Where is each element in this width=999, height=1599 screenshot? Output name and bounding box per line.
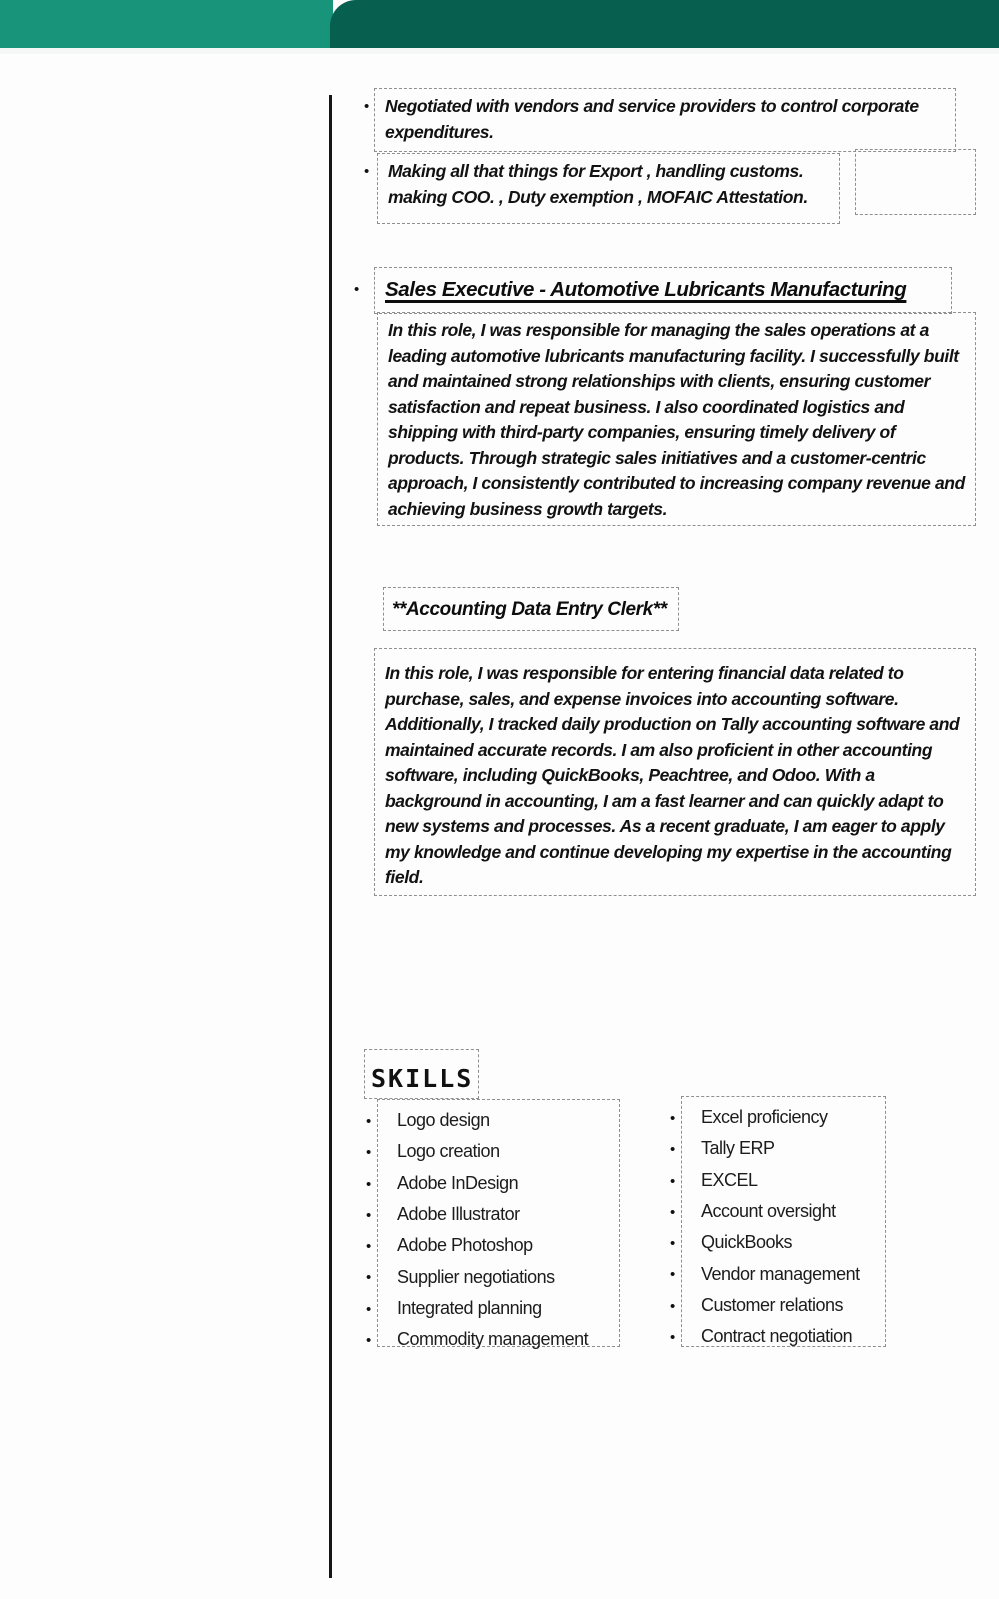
role-accounting-title-box	[383, 587, 679, 631]
skill-item	[366, 1293, 619, 1324]
bullet-icon: •	[670, 1203, 675, 1221]
bullet-icon: •	[670, 1266, 675, 1284]
skill-item	[670, 1165, 885, 1196]
bullet-icon: •	[366, 1332, 371, 1350]
selection-box-artifact	[855, 149, 976, 215]
skills-right-column	[670, 1096, 886, 1347]
skill-label: Logo design	[397, 1110, 490, 1131]
bullet-icon: •	[364, 163, 370, 180]
role-sales-description: In this role, I was responsible for managing the sales operations at a leading automotive lubricants manufacturing facility. I successfully built and maintained strong relationships with clients, ensuring customer satisfaction and repeat business. I also coordinated logistics and shipping with third-party companies, ensuring timely delivery of products. Through strategic sales initiatives and a customer-centric approach, I consistently contributed to increasing company revenue and achieving business growth targets.	[388, 320, 965, 519]
role-sales-title-box	[374, 267, 952, 314]
experience-bullet-1-box	[374, 88, 956, 152]
skill-label: Supplier negotiations	[397, 1266, 555, 1287]
skill-item	[366, 1168, 619, 1199]
skill-label: Account oversight	[701, 1201, 836, 1222]
timeline-rule	[329, 95, 332, 1578]
bullet-icon: •	[366, 1269, 371, 1287]
role-accounting-title: **Accounting Data Entry Clerk**	[392, 599, 667, 620]
skill-label: Integrated planning	[397, 1297, 542, 1318]
skill-label: EXCEL	[701, 1169, 758, 1190]
skill-item	[670, 1102, 885, 1133]
bullet-icon: •	[670, 1235, 675, 1253]
skills-heading-box	[364, 1049, 479, 1099]
experience-bullet-2-box	[377, 153, 840, 224]
skill-item	[366, 1324, 619, 1355]
skill-label: Adobe InDesign	[397, 1172, 519, 1193]
skill-label: Vendor management	[701, 1263, 860, 1284]
skill-label: Contract negotiation	[701, 1326, 853, 1347]
skill-label: Commodity management	[397, 1329, 589, 1350]
bullet-icon: •	[670, 1297, 675, 1315]
bullet-icon: •	[366, 1300, 371, 1318]
skill-label: Excel proficiency	[701, 1107, 828, 1128]
header-bar-right	[330, 0, 999, 48]
skills-heading: SKILLS	[371, 1064, 474, 1093]
skill-item	[366, 1230, 619, 1261]
bullet-icon: •	[364, 98, 370, 115]
skills-left-column	[366, 1099, 620, 1350]
skill-label: Logo creation	[397, 1141, 500, 1162]
bullet-icon: •	[366, 1206, 371, 1224]
bullet-icon: •	[670, 1172, 675, 1190]
role-sales-description-box	[377, 312, 976, 526]
bullet-icon: •	[366, 1144, 371, 1162]
skill-label: Tally ERP	[701, 1138, 775, 1159]
bullet-icon: •	[366, 1175, 371, 1193]
skill-item	[366, 1199, 619, 1230]
skill-item	[366, 1261, 619, 1292]
bullet-icon: •	[366, 1238, 371, 1256]
bullet-icon: •	[670, 1110, 675, 1127]
role-sales-title-text: Sales Executive - Automotive Lubricants Manufacturing	[385, 278, 907, 301]
experience-bullet-2-text: Making all that things for Export , handling customs. making COO. , Duty exemption , MOFAIC Attestation.	[388, 161, 808, 207]
role-accounting-description-box	[374, 648, 976, 896]
role-sales-title	[375, 268, 951, 306]
skill-label: QuickBooks	[701, 1232, 793, 1253]
header-bar-left	[0, 0, 333, 48]
skill-label: Adobe Illustrator	[397, 1204, 520, 1225]
experience-bullet-1-text: Negotiated with vendors and service providers to control corporate expenditures.	[385, 96, 919, 142]
skill-item	[670, 1321, 885, 1352]
bullet-icon: •	[670, 1141, 675, 1159]
bullet-icon: •	[366, 1113, 371, 1130]
skill-item	[670, 1133, 885, 1164]
bullet-icon: •	[670, 1329, 675, 1347]
skill-label: Adobe Photoshop	[397, 1235, 533, 1256]
header-divider	[0, 48, 999, 54]
skill-item	[366, 1105, 619, 1136]
skill-item	[670, 1258, 885, 1289]
skill-item	[670, 1227, 885, 1258]
bullet-icon: •	[354, 281, 360, 298]
skill-label: Customer relations	[701, 1294, 844, 1315]
skill-item	[366, 1136, 619, 1167]
skill-item	[670, 1290, 885, 1321]
skill-item	[670, 1196, 885, 1227]
role-accounting-description: In this role, I was responsible for entering financial data related to purchase, sales, and expense invoices into accounting software. Additionally, I tracked daily production on Tally accounting software and maintained accurate records. I am also proficient in other accounting software, including QuickBooks, Peachtree, and Odoo. With a background in accounting, I am a fast learner and can quickly adapt to new systems and processes. As a recent graduate, I am eager to apply my knowledge and continue developing my expertise in the accounting field.	[385, 663, 960, 887]
